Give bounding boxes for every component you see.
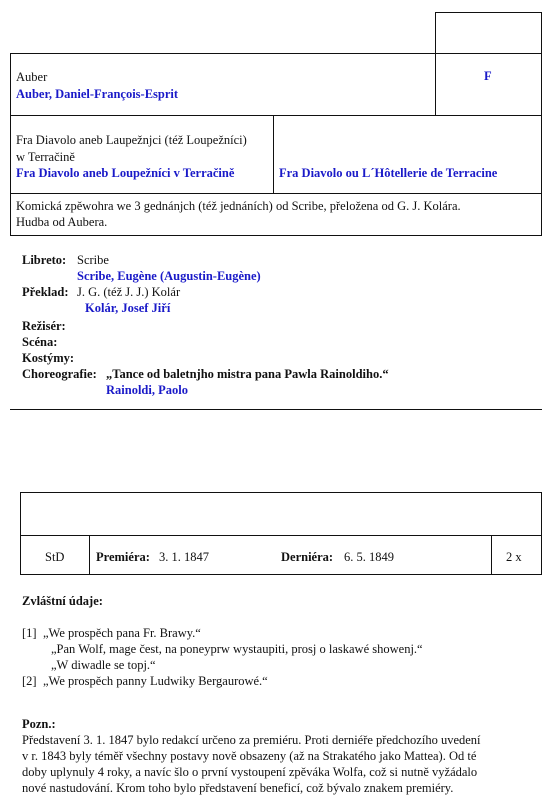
composer-original: Auber	[16, 70, 48, 84]
title-french-box	[273, 115, 542, 194]
special-heading: Zvláštní údaje:	[22, 594, 103, 608]
performance-count: 2 x	[506, 550, 522, 564]
credit-label-preklad: Překlad:	[22, 285, 69, 299]
divider	[10, 409, 542, 410]
premiere-date: 3. 1. 1847	[159, 550, 209, 564]
title-original-line2: w Terračině	[16, 150, 75, 164]
venue-code: StD	[45, 550, 65, 564]
credit-value-libreto: Scribe	[77, 253, 109, 267]
credit-label-choreografie: Choreografie:	[22, 367, 97, 381]
title-normalized: Fra Diavolo aneb Loupežníci v Terračině	[16, 166, 235, 180]
performance-row	[20, 535, 542, 575]
special-item-num: [2]	[22, 674, 37, 688]
special-item-text: „We prospěch panny Ludwiky Bergaurowé.“	[43, 674, 268, 688]
credit-value-preklad: J. G. (též J. J.) Kolár	[77, 285, 181, 299]
credit-value-choreografie: „Tance od baletnjho mistra pana Pawla Rainoldiho.“	[106, 367, 389, 381]
composer-box	[10, 53, 436, 116]
letter-box-top	[435, 12, 542, 54]
credit-normalized-preklad: Kolár, Josef Jiří	[85, 301, 171, 315]
special-item-text: „Pan Wolf, mage čest, na poneyprw wystaupiti, prosj o laskawé showenj.“	[51, 642, 423, 656]
credit-label-kostymy: Kostýmy:	[22, 351, 75, 365]
description-line1: Komická zpěwohra we 3 gednánjch (též jednáních) od Scribe, přeložena od G. J. Kolára.	[16, 199, 461, 213]
description-box	[10, 193, 542, 236]
credit-label-scena: Scéna:	[22, 335, 58, 349]
title-box	[10, 115, 274, 194]
composer-normalized: Auber, Daniel-François-Esprit	[16, 87, 179, 101]
credits-block	[22, 252, 522, 402]
derniere-date: 6. 5. 1849	[344, 550, 394, 564]
special-list	[22, 625, 542, 695]
note-line: nové nastudování. Krom toho bylo představení beneficí, což bývalo znakem premiéry.	[22, 781, 454, 795]
note-body	[22, 732, 550, 798]
letter-code: F	[484, 69, 492, 83]
credit-normalized-choreografie: Rainoldi, Paolo	[106, 383, 188, 397]
special-item-text: „We prospěch pana Fr. Brawy.“	[43, 626, 201, 640]
derniere-label: Derniéra:	[281, 550, 334, 564]
title-french: Fra Diavolo ou L´Hôtellerie de Terracine	[279, 166, 498, 180]
venue-separator	[89, 536, 90, 574]
letter-box	[435, 53, 542, 116]
credit-normalized-libreto: Scribe, Eugène (Augustin-Eugène)	[77, 269, 261, 283]
note-line: v r. 1843 byly téměř všechny postavy nově obsazeny (až na Strakatého jako Mattea). Od té	[22, 749, 477, 763]
special-item-num: [1]	[22, 626, 37, 640]
description-line2: Hudba od Aubera.	[16, 215, 108, 229]
note-line: Představení 3. 1. 1847 bylo redakcí určeno za premiéru. Proti derniéře předchozího uvedení	[22, 733, 481, 747]
note-line: doby uplynuly 4 roky, a navíc šlo o první vystoupení zpěváka Wolfa, což si nutně vyžádalo	[22, 765, 478, 779]
credit-label-libreto: Libreto:	[22, 253, 67, 267]
special-item-text: „W diwadle se topj.“	[51, 658, 156, 672]
credit-label-reziser: Režisér:	[22, 319, 66, 333]
premiere-label: Premiéra:	[96, 550, 150, 564]
count-separator	[491, 536, 492, 574]
title-original-line1: Fra Diavolo aneb Laupežnjci (též Loupežníci)	[16, 133, 247, 147]
note-heading: Pozn.:	[22, 717, 56, 731]
performance-top-box	[20, 492, 542, 536]
